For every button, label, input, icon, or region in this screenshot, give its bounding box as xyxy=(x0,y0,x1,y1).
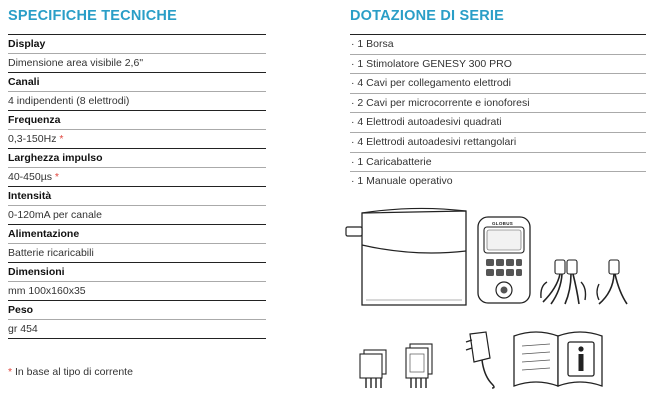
manual-book-icon xyxy=(510,326,606,390)
kit-item: · 2 Cavi per microcorrente e ionoforesi xyxy=(350,94,646,114)
kit-item: · 1 Stimolatore GENESY 300 PRO xyxy=(350,55,646,75)
kit-item: · 1 Caricabatterie xyxy=(350,153,646,173)
spec-label-alimentazione: Alimentazione xyxy=(8,224,266,243)
spec-value-larghezza-impulso: 40-450µs * xyxy=(8,167,266,187)
spec-label-larghezza-impulso: Larghezza impulso xyxy=(8,148,266,167)
spec-label-display: Display xyxy=(8,34,266,53)
spec-label-canali: Canali xyxy=(8,72,266,91)
footnote: * In base al tipo di corrente xyxy=(8,366,133,378)
kit-item: · 1 Manuale operativo xyxy=(351,175,453,188)
kit-item: · 4 Cavi per collegamento elettrodi xyxy=(350,74,646,94)
kit-item: · 4 Elettrodi autoadesivi quadrati xyxy=(350,113,646,133)
specs-heading: SPECIFICHE TECNICHE xyxy=(8,8,177,24)
spec-label-frequenza: Frequenza xyxy=(8,110,266,129)
spec-label-intensita: Intensità xyxy=(8,186,266,205)
kit-item: · 1 Borsa xyxy=(350,35,646,55)
spec-value-dimensioni: mm 100x160x35 xyxy=(8,281,266,301)
spec-value-frequenza: 0,3-150Hz * xyxy=(8,129,266,149)
kit-list xyxy=(350,34,646,192)
spec-label-peso: Peso xyxy=(8,300,266,319)
spec-value-display: Dimensione area visibile 2,6" xyxy=(8,53,266,73)
electrode-cables-icon xyxy=(535,258,591,308)
charger-icon xyxy=(462,328,502,390)
bag-icon xyxy=(344,205,474,309)
kit-item: · 4 Elettrodi autoadesivi rettangolari xyxy=(350,133,646,153)
rectangular-electrodes-icon xyxy=(402,342,438,390)
stimulator-device-icon xyxy=(476,215,532,305)
square-electrodes-icon xyxy=(358,348,392,390)
spec-label-dimensioni: Dimensioni xyxy=(8,262,266,281)
spec-value-canali: 4 indipendenti (8 elettrodi) xyxy=(8,91,266,111)
device-brand-label: GLOBUS xyxy=(492,221,514,226)
specs-bottom-rule xyxy=(8,338,266,339)
spec-value-intensita: 0-120mA per canale xyxy=(8,205,266,225)
microcurrent-cable-icon xyxy=(593,258,633,308)
spec-value-alimentazione: Batterie ricaricabili xyxy=(8,243,266,263)
specs-table xyxy=(8,34,266,339)
kit-heading: DOTAZIONE DI SERIE xyxy=(350,8,504,24)
spec-value-peso: gr 454 xyxy=(8,319,266,339)
